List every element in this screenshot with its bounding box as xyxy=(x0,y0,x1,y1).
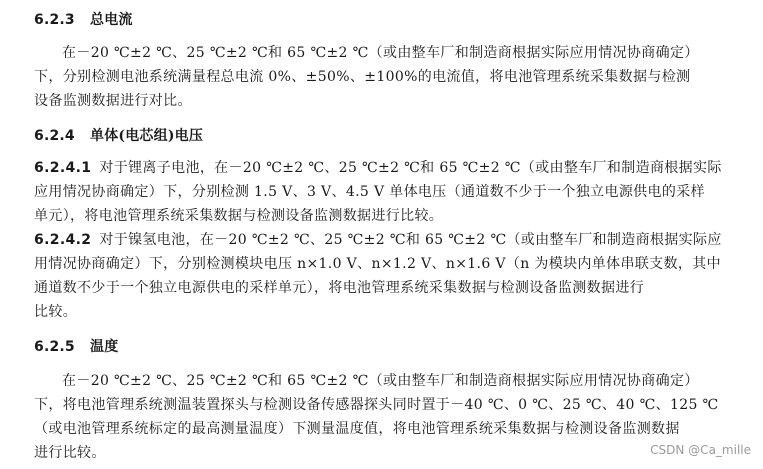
csdn-watermark: CSDN @Ca_mille xyxy=(650,443,751,457)
paragraph-nimh-voltage xyxy=(34,228,722,324)
section-title: 总电流 xyxy=(90,12,133,28)
section-heading-6-2-3 xyxy=(34,11,133,29)
paragraph-line: 用情况协商确定）下，分别检测模块电压 n×1.0 V、n×1.2 V、n×1.6 V（n 为模块内单体串联支数，其中 xyxy=(34,256,721,272)
paragraph-line: 在－20 ℃±2 ℃、25 ℃±2 ℃和 65 ℃±2 ℃（或由整车厂和制造商根据实际应用情况协商确定） xyxy=(62,373,699,389)
section-number: 6.2.3 xyxy=(34,12,75,28)
section-number: 6.2.5 xyxy=(34,339,75,355)
paragraph-line: 单元），将电池管理系统采集数据与检测设备监测数据进行比较。 xyxy=(34,208,444,224)
paragraph-line: 下，将电池管理系统测温装置探头与检测设备传感器探头同时置于－40 ℃、0 ℃、25 ℃、40 ℃、125 ℃ xyxy=(34,397,719,413)
section-heading-6-2-4 xyxy=(34,127,203,145)
paragraph-temperature xyxy=(34,369,719,465)
paragraph-line: 下，分别检测电池系统满量程总电流 0%、±50%、±100%的电流值，将电池管理系统采集数据与检测 xyxy=(34,69,691,85)
section-title: 温度 xyxy=(90,339,119,355)
paragraph-line: 在－20 ℃±2 ℃、25 ℃±2 ℃和 65 ℃±2 ℃（或由整车厂和制造商根据实际应用情况协商确定） xyxy=(62,45,699,61)
item-number: 6.2.4.1 xyxy=(34,160,92,176)
paragraph-total-current xyxy=(34,41,699,113)
section-heading-6-2-5 xyxy=(34,338,118,356)
paragraph-li-ion-voltage xyxy=(34,156,722,228)
paragraph-line: 设备监测数据进行对比。 xyxy=(34,93,192,109)
paragraph-line: 比较。 xyxy=(34,304,78,320)
section-title: 单体(电芯组)电压 xyxy=(90,128,204,144)
paragraph-line: 通道数不少于一个独立电源供电的采样单元），将电池管理系统采集数据与检测设备监测数据进行 xyxy=(34,280,645,296)
item-number: 6.2.4.2 xyxy=(34,232,92,248)
paragraph-line: 应用情况协商确定）下，分别检测 1.5 V、3 V、4.5 V 单体电压（通道数不少于一个独立电源供电的采样 xyxy=(34,184,705,200)
section-number: 6.2.4 xyxy=(34,128,75,144)
paragraph-line: 进行比较。 xyxy=(34,445,106,461)
paragraph-line: 6.2.4.2 对于镍氢电池，在－20 ℃±2 ℃、25 ℃±2 ℃和 65 ℃±2 ℃（或由整车厂和制造商根据实际应 xyxy=(34,232,722,248)
paragraph-line: 6.2.4.1 对于锂离子电池，在－20 ℃±2 ℃、25 ℃±2 ℃和 65 ℃±2 ℃（或由整车厂和制造商根据实际 xyxy=(34,160,722,176)
paragraph-line: （或电池管理系统标定的最高测量温度）下测量温度值，将电池管理系统采集数据与检测设备监测数据 xyxy=(34,421,680,437)
